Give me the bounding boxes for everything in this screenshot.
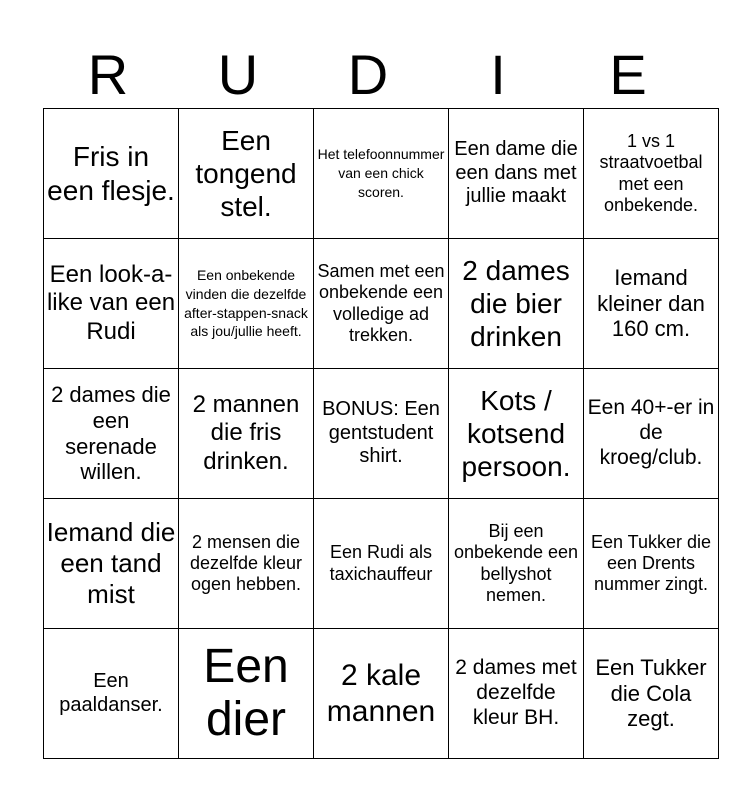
bingo-cell[interactable]: 1 vs 1 straatvoetbal met een onbekende. xyxy=(584,109,719,239)
bingo-cell[interactable]: Bij een onbekende een bellyshot nemen. xyxy=(449,499,584,629)
header-letter-i: I xyxy=(490,43,506,106)
bingo-cell[interactable]: Kots / kotsend persoon. xyxy=(449,369,584,499)
bingo-board xyxy=(43,108,719,759)
bingo-header xyxy=(43,40,693,110)
board-row xyxy=(44,499,719,629)
bingo-cell[interactable]: 2 dames die een serenade willen. xyxy=(44,369,179,499)
bingo-cell[interactable]: Iemand kleiner dan 160 cm. xyxy=(584,239,719,369)
header-letter-d: D xyxy=(347,43,389,106)
bingo-cell[interactable]: 2 dames die bier drinken xyxy=(449,239,584,369)
bingo-cell[interactable]: Het telefoonnummer van een chick scoren. xyxy=(314,109,449,239)
bingo-cell[interactable]: Een Tukker die een Drents nummer zingt. xyxy=(584,499,719,629)
bingo-cell[interactable]: Een onbekende vinden die dezelfde after-stappen-snack als jou/jullie heeft. xyxy=(179,239,314,369)
bingo-cell[interactable]: Samen met een onbekende een volledige ad trekken. xyxy=(314,239,449,369)
bingo-cell[interactable]: Een paaldanser. xyxy=(44,629,179,759)
board-row xyxy=(44,109,719,239)
header-letter-e: E xyxy=(609,43,647,106)
board-row xyxy=(44,369,719,499)
bingo-cell[interactable]: Een tongend stel. xyxy=(179,109,314,239)
bingo-cell[interactable]: 2 kale mannen xyxy=(314,629,449,759)
bingo-cell[interactable]: 2 mensen die dezelfde kleur ogen hebben. xyxy=(179,499,314,629)
bingo-cell[interactable]: BONUS: Een gentstudent shirt. xyxy=(314,369,449,499)
header-letter-u: U xyxy=(217,43,259,106)
bingo-cell[interactable]: Een Rudi als taxichauffeur xyxy=(314,499,449,629)
bingo-cell[interactable]: Fris in een flesje. xyxy=(44,109,179,239)
bingo-cell[interactable]: Een look-a-like van een Rudi xyxy=(44,239,179,369)
board-row xyxy=(44,239,719,369)
bingo-cell[interactable]: Een 40+-er in de kroeg/club. xyxy=(584,369,719,499)
bingo-cell[interactable]: 2 dames met dezelfde kleur BH. xyxy=(449,629,584,759)
header-letter-r: R xyxy=(87,43,129,106)
bingo-cell[interactable]: Een Tukker die Cola zegt. xyxy=(584,629,719,759)
bingo-cell[interactable]: 2 mannen die fris drinken. xyxy=(179,369,314,499)
board-row xyxy=(44,629,719,759)
bingo-cell[interactable]: Een dame die een dans met jullie maakt xyxy=(449,109,584,239)
bingo-cell[interactable]: Iemand die een tand mist xyxy=(44,499,179,629)
bingo-cell[interactable]: Een dier xyxy=(179,629,314,759)
